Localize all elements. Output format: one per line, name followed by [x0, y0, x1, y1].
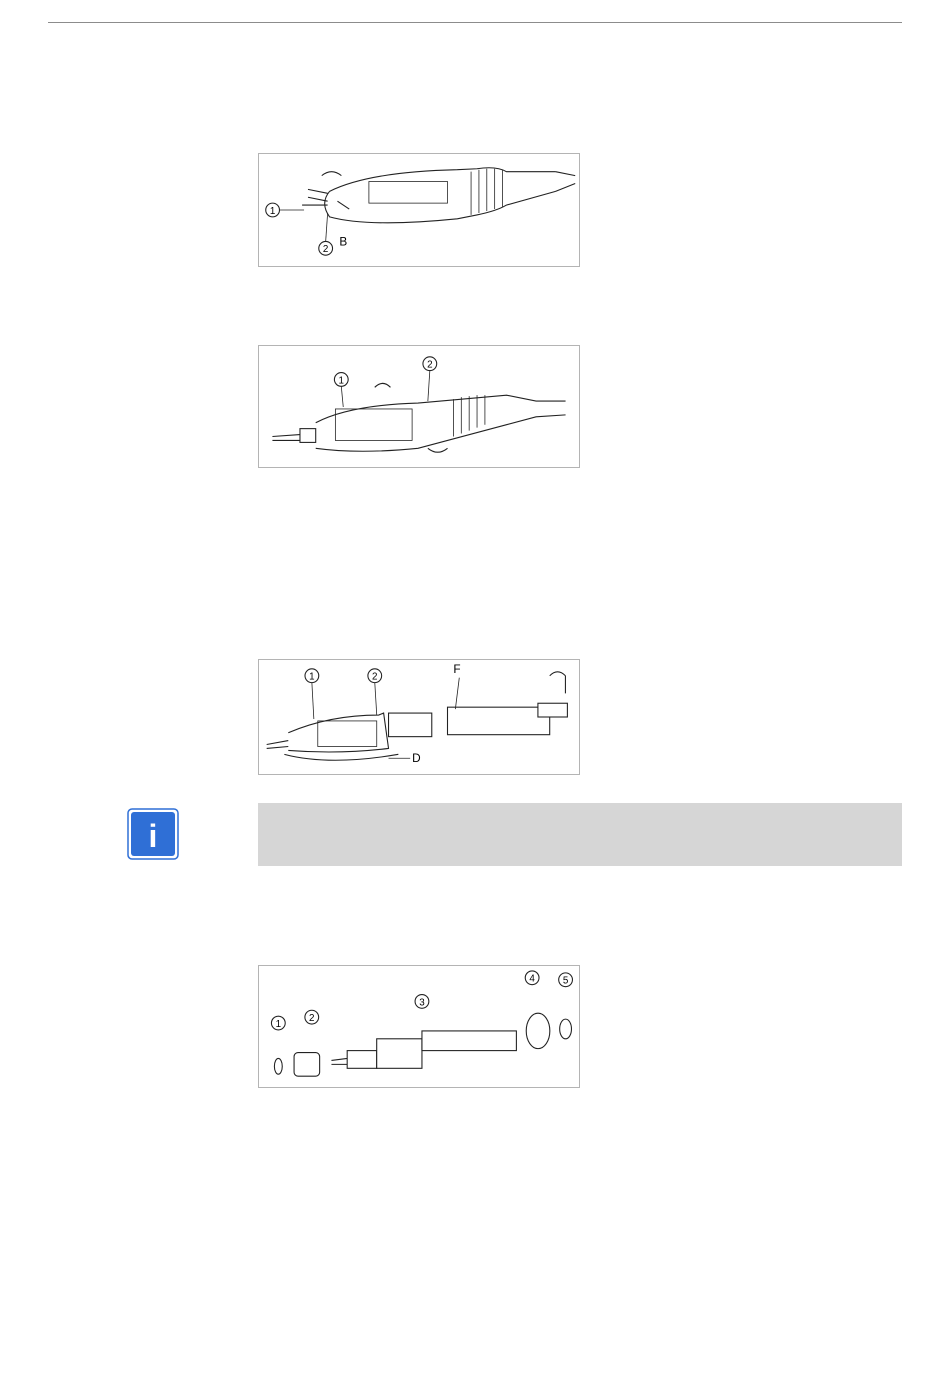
- rod: [389, 713, 432, 737]
- info-icon: [127, 808, 179, 860]
- callout-1-label: 1: [338, 375, 345, 387]
- shaft-collet: [347, 1051, 377, 1069]
- shaft-tip: [331, 1058, 347, 1064]
- bur: [272, 435, 300, 441]
- callout-2-label: 2: [372, 671, 378, 683]
- callout-2-label: 2: [309, 1013, 315, 1025]
- info-icon-letter: i: [148, 818, 158, 854]
- callout-d-label: D: [412, 752, 421, 766]
- header-rule: [48, 22, 902, 23]
- info-note-box: [258, 803, 902, 866]
- leader-2: [326, 213, 328, 241]
- callout-2-label: 2: [322, 244, 329, 256]
- cable: [556, 172, 576, 192]
- callout-1-label: 1: [309, 671, 315, 683]
- exploded-parts-illustration: [259, 966, 579, 1087]
- part-1-ring: [274, 1058, 282, 1074]
- spindle-shaft: [422, 1031, 516, 1051]
- figure-handpiece-sleeve: [258, 345, 580, 468]
- leader-1: [312, 683, 314, 719]
- grip-pattern: [335, 409, 412, 440]
- handpiece-illustration-2: [259, 346, 579, 467]
- part-4-bearing: [526, 1013, 550, 1048]
- figure-handpiece-tool: [258, 659, 580, 775]
- callout-3-label: 3: [419, 997, 425, 1009]
- handpiece-body: [325, 168, 556, 223]
- rotate-arrow: [322, 172, 342, 176]
- knurled-ring: [453, 395, 484, 436]
- rotate-arrow-top: [375, 383, 391, 387]
- callout-5-label: 5: [562, 975, 569, 987]
- handpiece-illustration-1: [259, 154, 579, 266]
- callout-1-label: 1: [269, 205, 276, 217]
- callout-4-label: 4: [529, 973, 535, 985]
- holder-d: [284, 754, 398, 760]
- leader-1: [341, 386, 343, 407]
- figure-handpiece-nose-removal: [258, 153, 580, 267]
- figure-exploded-parts: [258, 965, 580, 1088]
- part-2-nut: [294, 1053, 320, 1077]
- handpiece-body: [316, 395, 566, 451]
- tool-handle: [538, 703, 567, 717]
- leader-f: [455, 678, 459, 709]
- knurled-ring: [471, 169, 502, 215]
- part-5-ring: [560, 1019, 572, 1039]
- handpiece-illustration-3: [259, 660, 579, 774]
- callout-1-label: 1: [275, 1018, 282, 1030]
- rotate-arrow: [550, 672, 566, 694]
- rotate-arrow-bottom: [428, 448, 448, 452]
- callout-b-label: B: [339, 235, 348, 249]
- leader-2: [428, 371, 430, 401]
- callout-2-label: 2: [427, 359, 433, 371]
- tool-f: [448, 707, 550, 735]
- grip-pattern: [318, 721, 377, 747]
- collet: [300, 429, 316, 443]
- part-3-spindle: [377, 1039, 422, 1069]
- grip-pattern: [369, 182, 448, 204]
- bur: [267, 741, 289, 749]
- callout-f-label: F: [453, 662, 461, 676]
- leader-2: [375, 683, 377, 715]
